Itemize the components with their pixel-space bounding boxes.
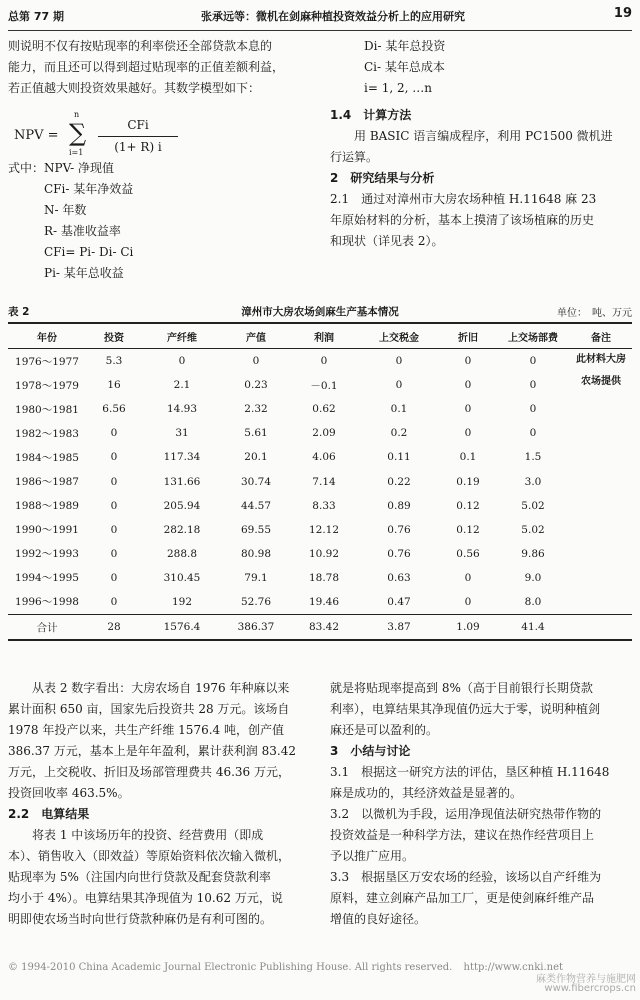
table-cell: 1994～1995 [15, 572, 79, 585]
table-row [8, 518, 632, 542]
text-line: 本）、销售收入（即效益）等原始资料依次输入微机， [8, 849, 291, 863]
table-cell: 8.33 [312, 499, 336, 512]
table-cell: 0.62 [312, 403, 336, 416]
table-row [8, 421, 632, 445]
table-cell: 80.98 [240, 547, 272, 560]
table-cell: 7.14 [312, 475, 336, 488]
table-cell: 79.1 [244, 571, 268, 584]
table-cell: 310.45 [163, 571, 201, 584]
table-cell: 205.94 [163, 499, 201, 512]
total-cell: 41.4 [496, 615, 570, 641]
table-cell: 1978～1979 [15, 379, 79, 392]
table-cell: 0 [395, 355, 403, 368]
remarks-cell [570, 397, 632, 421]
table-cell: 0.89 [387, 499, 411, 512]
text-line: 增值的良好途径。 [330, 912, 427, 926]
table-row [8, 469, 632, 493]
text-line: 386.37 万元，基本上是年年盈利，累计获利润 83.42 [8, 744, 296, 758]
table-cell: 0 [110, 523, 118, 536]
journal-issue: 总第 77 期 [8, 10, 64, 23]
text-line: 则说明不仅有按贴现率的利率偿还全部贷款本息的 [8, 39, 273, 53]
table-cell: 1988～1989 [15, 500, 79, 513]
watermark-url: www.fibercrops.cn [544, 983, 636, 994]
table-cell: 1982～1983 [15, 427, 79, 440]
table-row [8, 542, 632, 566]
text-line: 就是将贴现率提高到 8%（高于目前银行长期贷款 [330, 681, 593, 695]
table-cell: 0 [529, 427, 537, 440]
table-cell: 30.74 [240, 475, 272, 488]
formula-denominator: (1+ R) i [114, 140, 162, 154]
table-cell: 5.02 [521, 523, 545, 536]
text-line: 能力，而且还可以得到超过贴现率的正值差额利益， [8, 60, 285, 74]
table-cell: 9.0 [524, 571, 542, 584]
text-line: 3.1 根据这一研究方法的评估，垦区种植 H.11648 [330, 765, 610, 779]
column-header: 年份 [8, 323, 86, 349]
remarks-cell [570, 445, 632, 469]
column-header: 投资 [86, 323, 142, 349]
text-line: 万元，上交税收、折旧及场部管理费共 46.36 万元， [8, 765, 290, 779]
table-cell: 0 [178, 355, 186, 368]
remarks-cell [570, 590, 632, 615]
text-line: 明即使农场当时向世行贷款种麻仍是有利可图的。 [8, 912, 273, 926]
table-row [8, 373, 632, 397]
total-label: 合计 [8, 615, 86, 641]
table-cell: 1980～1981 [15, 403, 79, 416]
table-cell: 0.76 [387, 523, 411, 536]
left-top-text [8, 36, 314, 99]
fraction-bar [98, 136, 178, 137]
total-cell: 386.37 [222, 615, 290, 641]
table-cell: 0.2 [390, 427, 408, 440]
table-cell: 0 [252, 355, 260, 368]
section-2-heading: 2 研究结果与分析 [330, 171, 435, 185]
table-cell: 0 [529, 355, 537, 368]
copyright-text: © 1994-2010 China Academic Journal Electronic Publishing House. All rights reserved. [8, 962, 453, 973]
table-cell: 0.1 [390, 403, 408, 416]
table-cell: 3.0 [524, 475, 542, 488]
table-cell: 18.78 [308, 571, 340, 584]
remark-line: 农场提供 [581, 376, 621, 387]
table-cell: 8.0 [524, 595, 542, 608]
table-cell: 0 [529, 403, 537, 416]
table-cell: 0.12 [456, 523, 480, 536]
total-cell: 1.09 [440, 615, 496, 641]
total-cell: 28 [86, 615, 142, 641]
definition-line: CFi= Pi- Di- Ci [44, 245, 134, 259]
total-cell: 3.87 [358, 615, 440, 641]
remark-line: 此材料大房 [576, 354, 626, 365]
text-line: 均小于 4%）。电算结果其净现值为 10.62 万元，说 [8, 891, 283, 905]
table-cell: 0 [110, 475, 118, 488]
text-line: 3.3 根据垦区万安农场的经验，该场以自产纤维为 [330, 870, 602, 884]
table-cell: 192 [171, 595, 193, 608]
table-cell: 10.92 [308, 547, 340, 560]
table-cell: 0 [395, 379, 403, 392]
table-cell: 0.56 [456, 547, 480, 560]
table-cell: 0 [464, 595, 472, 608]
text-line: 和现状（详见表 2）。 [330, 234, 444, 248]
sum-upper-limit: n [74, 110, 80, 119]
data-table [8, 322, 632, 641]
remarks-cell [570, 518, 632, 542]
definition-line: Ci- 某年总成本 [364, 60, 445, 74]
column-header: 上交场部费 [496, 323, 570, 349]
table-cell: 0.1 [459, 451, 477, 464]
page-number: 19 [613, 6, 632, 21]
sigma-symbol: ∑ [69, 119, 87, 147]
table-cell: 0 [464, 379, 472, 392]
header-rule [8, 30, 632, 31]
table-cell: 0 [464, 571, 472, 584]
table-cell: 44.57 [240, 499, 272, 512]
table-cell: 31 [175, 427, 189, 440]
table-cell: 0 [110, 595, 118, 608]
table-cell: 0 [110, 571, 118, 584]
definition-line: N- 年数 [44, 203, 87, 217]
table-cell: 2.09 [312, 427, 336, 440]
table-cell: 131.66 [163, 475, 201, 488]
table-row [8, 566, 632, 590]
table-row [8, 494, 632, 518]
table-cell: 2.1 [173, 379, 191, 392]
definition-line: R- 基准收益率 [44, 224, 121, 238]
table-header-row [8, 323, 632, 349]
table-row [8, 397, 632, 421]
formula-lhs: NPV = [14, 128, 59, 143]
text-line: 麻是成功的，其经济效益是显著的。 [330, 786, 523, 800]
text-line: 从表 2 数字看出：大房农场自 1976 年种麻以来 [32, 681, 290, 695]
table-cell: 52.76 [240, 595, 272, 608]
table-cell: 1992～1993 [15, 548, 79, 561]
table-cell: 0.63 [387, 571, 411, 584]
table-cell: 5.3 [105, 355, 123, 368]
table-cell: 0.47 [387, 595, 411, 608]
table-row [8, 349, 632, 374]
definition-line: Di- 某年总投资 [364, 39, 446, 53]
table-cell: 0.19 [456, 475, 480, 488]
table-cell: 0 [464, 427, 472, 440]
section-2-2-heading: 2.2 电算结果 [8, 807, 90, 821]
table-cell: 0.22 [387, 475, 411, 488]
text-line: 予以推广应用。 [330, 849, 415, 863]
definition-line: Pi- 某年总收益 [44, 266, 124, 280]
table-cell: 16 [107, 379, 121, 392]
table-cell: 20.1 [244, 451, 268, 464]
right-bottom-text [330, 678, 632, 930]
table-cell: 0 [110, 547, 118, 560]
table-unit: 单位： 吨、万元 [557, 308, 632, 319]
table-cell: 282.18 [163, 523, 201, 536]
table-cell: 0 [529, 379, 537, 392]
table-cell: 0.12 [456, 499, 480, 512]
text-line: 1978 年投产以来，共生产纤维 1576.4 吨，创产值 [8, 723, 284, 737]
table-cell: －0.1 [310, 379, 338, 392]
table-cell: 0.11 [387, 451, 411, 464]
table-total-row [8, 615, 632, 641]
table-cell: 1990～1991 [15, 524, 79, 537]
text-line: 投资回收率 463.5%。 [8, 786, 130, 800]
text-line: 行运算。 [330, 150, 379, 164]
table-cell: 6.56 [102, 403, 126, 416]
table-cell: 2.32 [244, 403, 268, 416]
table-row [8, 445, 632, 469]
definition-line: CFi- 某年净效益 [44, 182, 134, 196]
table-cell: 1976～1977 [15, 355, 79, 368]
table-cell: 0.23 [244, 379, 268, 392]
text-line: 用 BASIC 语言编成程序，利用 PC1500 微机进 [354, 129, 613, 143]
npv-formula [14, 112, 214, 162]
table-cell: 1984～1985 [15, 451, 79, 464]
table-cell: 0 [110, 451, 118, 464]
table-cell: 4.06 [312, 451, 336, 464]
total-cell: 83.42 [290, 615, 358, 641]
table-cell: 12.12 [308, 523, 340, 536]
table-cell: 69.55 [240, 523, 272, 536]
total-cell: 1576.4 [142, 615, 222, 641]
section-3-heading: 3 小结与讨论 [330, 744, 411, 758]
table-cell: 0.76 [387, 547, 411, 560]
text-line: 原料，建立剑麻产品加工厂，更是使剑麻纤维产品 [330, 891, 595, 905]
text-line: 利率），电算结果其净现值仍远大于零，说明种植剑 [330, 702, 601, 716]
table-cell: 1996～1998 [15, 596, 79, 609]
text-line: 2.1 通过对漳州市大房农场种植 H.11648 麻 23 [330, 192, 597, 206]
sum-lower-limit: i=1 [69, 148, 84, 157]
table-cell: 19.46 [308, 595, 340, 608]
text-line: 若正值越大则投资效果越好。其数学模型如下： [8, 81, 261, 95]
table-cell: 5.61 [244, 427, 268, 440]
table-cell: 0 [110, 427, 118, 440]
table-cell: 0 [320, 355, 328, 368]
running-title: 张承远等：微机在剑麻种植投资效益分析上的应用研究 [201, 10, 465, 23]
remarks-cell [570, 349, 632, 398]
variable-definitions [8, 158, 314, 284]
section-1-4-heading: 1.4 计算方法 [330, 108, 412, 122]
table-cell: 0 [464, 355, 472, 368]
table-row [8, 590, 632, 615]
text-line: 投资效益是一种科学方法，建议在热作经营项目上 [330, 828, 595, 842]
table-cell: 5.02 [521, 499, 545, 512]
definition-line: i= 1, 2, …n [364, 81, 432, 95]
column-header: 折旧 [440, 323, 496, 349]
definition-line: 式中：NPV- 净现值 [8, 161, 115, 175]
text-line: 年原始材料的分析，基本上摸清了该场植麻的历史 [330, 213, 595, 227]
column-header: 产纤维 [142, 323, 222, 349]
remarks-cell [570, 542, 632, 566]
table-cell: 1986～1987 [15, 476, 79, 489]
cnki-site: http://www.cnki.net [463, 962, 564, 973]
text-line: 累计面积 650 亩，国家先后投资共 28 万元。该场自 [8, 702, 290, 716]
table-cell: 288.8 [166, 547, 198, 560]
table-cell: 0 [464, 403, 472, 416]
table-cell: 1.5 [524, 451, 542, 464]
column-header: 产值 [222, 323, 290, 349]
watermark-cn: 麻类作物营养与施肥网 [536, 974, 636, 985]
text-line: 3.2 以微机为手段，运用净现值法研究热带作物的 [330, 807, 602, 821]
column-header: 上交税金 [358, 323, 440, 349]
table-cell: 0 [110, 499, 118, 512]
text-line: 将表 1 中该场历年的投资、经营费用（即成 [32, 828, 264, 842]
text-line: 贴现率为 5%（注国内向世行贷款及配套贷款利率 [8, 870, 271, 884]
remarks-cell [570, 494, 632, 518]
table-title: 漳州市大房农场剑麻生产基本情况 [241, 306, 399, 318]
table-label: 表 2 [8, 306, 30, 318]
left-bottom-text [8, 678, 314, 930]
formula-numerator: CFi [127, 118, 149, 132]
remarks-cell [570, 421, 632, 445]
remarks-cell [570, 469, 632, 493]
column-header: 利润 [290, 323, 358, 349]
text-line: 麻还是可以盈利的。 [330, 723, 439, 737]
table-cell: 9.86 [521, 547, 545, 560]
remarks-cell [570, 566, 632, 590]
column-header: 备注 [570, 323, 632, 349]
table-cell: 117.34 [163, 451, 201, 464]
right-top-text [330, 36, 632, 252]
table-cell: 14.93 [166, 403, 198, 416]
remarks-cell [570, 615, 632, 641]
